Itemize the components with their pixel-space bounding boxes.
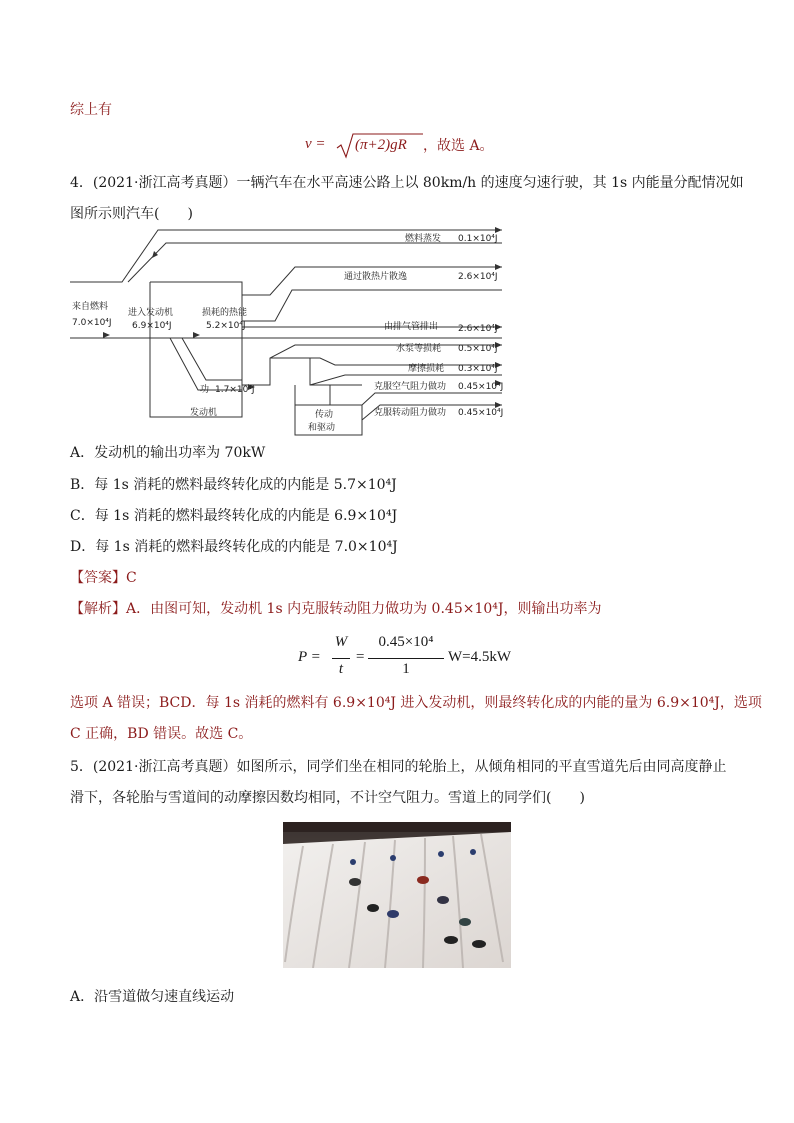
q4-option-b[interactable]: B．每 1s 消耗的燃料最终转化成的内能是 5.7×10⁴J [70, 477, 397, 493]
energy-flow-diagram [70, 225, 520, 437]
q4-stem-line2: 图所示则汽车( ) [70, 206, 193, 222]
heat-loss-label: 损耗的热能 [202, 308, 248, 318]
output-label: 克服空气阻力做功 [374, 382, 447, 392]
conclusion-intro: 综上有 [70, 102, 112, 118]
output-value: 2.6×10⁴J [458, 272, 498, 282]
output-label: 由排气管排出 [384, 322, 439, 332]
output-label: 克服转动阻力做功 [374, 408, 447, 418]
q5-stem-line2: 滑下，各轮胎与雪道间的动摩擦因数均相同，不计空气阻力。雪道上的同学们( ) [70, 790, 585, 806]
analysis-text: A．由图可知，发动机 1s 内克服转动阻力做功为 0.45×10⁴J，则输出功率为 [126, 601, 602, 617]
q4-option-a[interactable]: A．发动机的输出功率为 70kW [70, 445, 266, 461]
output-value: 0.5×10⁴J [458, 344, 498, 354]
q4-option-c[interactable]: C．每 1s 消耗的燃料最终转化成的内能是 6.9×10⁴J [70, 508, 398, 524]
frac1-den: t [338, 661, 344, 677]
output-value: 0.1×10⁴J [458, 234, 498, 244]
frac2-den: 1 [402, 661, 410, 677]
output-label: 燃料蒸发 [405, 234, 442, 244]
output-value: 0.45×10⁴J [458, 382, 504, 392]
output-label: 水泵等损耗 [396, 344, 442, 354]
q4-analysis-line3: C 正确，BD 错误。故选 C。 [70, 726, 253, 742]
work-path [170, 338, 242, 390]
engine-in-value: 6.9×10⁴J [132, 321, 172, 331]
snow-slope-photo [283, 822, 511, 968]
output-label: 通过散热片散逸 [344, 272, 408, 282]
source-value: 7.0×10⁴J [72, 318, 112, 328]
q5-stem-line1: 5．(2021·浙江高考真题）如图所示，同学们坐在相同的轮胎上，从倾角相同的平直雪道先后由同高度静止 [70, 759, 727, 775]
output-value: 2.6×10⁴J [458, 324, 498, 334]
flow-line-rotation [362, 393, 502, 405]
formula-radicand: (π+2)gR [355, 137, 407, 153]
source-label: 来自燃料 [72, 302, 109, 312]
drive-box-label-2: 和驱动 [308, 423, 336, 433]
flow-line-radiator-inner [242, 290, 502, 321]
flow-line-evaporation-inner [128, 243, 502, 282]
q4-option-d[interactable]: D．每 1s 消耗的燃料最终转化成的内能是 7.0×10⁴J [70, 539, 398, 555]
q4-stem-line1: 4．(2021·浙江高考真题）一辆汽车在水平高速公路上以 80km/h 的速度匀速行驶，其 1s 内能量分配情况如 [70, 175, 744, 191]
q4-analysis-line2: 选项 A 错误；BCD．每 1s 消耗的燃料有 6.9×10⁴J 进入发动机，则最终转化成的内能的量为 6.9×10⁴J，选项 [70, 695, 762, 711]
output-label: 摩擦损耗 [408, 364, 445, 374]
answer-tag: 【答案】 [70, 570, 126, 586]
formula-eq: = [355, 649, 366, 665]
power-formula [298, 634, 518, 684]
drive-box-label-1: 传动 [315, 410, 334, 420]
work-value: 1.7×10⁴J [215, 385, 255, 395]
output-value: 0.45×10⁴J [458, 408, 504, 418]
q4-analysis-line1 [70, 598, 602, 620]
analysis-tag: 【解析】 [70, 601, 126, 617]
formula-tail: ，故选 A。 [423, 138, 494, 154]
answer-value: C [126, 570, 137, 586]
formula-lhs: v = [305, 136, 326, 152]
output-value: 0.3×10⁴J [458, 364, 498, 374]
heat-loss-value: 5.2×10⁴J [206, 321, 246, 331]
frac1-bar [332, 658, 350, 659]
frac1-num: W [334, 634, 348, 650]
q4-answer [70, 567, 137, 589]
formula-p: P = [298, 649, 321, 665]
frac2-bar [368, 658, 444, 659]
work-label: 功 [200, 385, 210, 395]
q5-option-a[interactable]: A．沿雪道做匀速直线运动 [70, 989, 235, 1005]
frac2-num: 0.45×10⁴ [378, 634, 434, 650]
engine-box-label: 发动机 [190, 408, 218, 418]
engine-box-outline [150, 338, 242, 417]
engine-in-label: 进入发动机 [128, 308, 174, 318]
formula-result: W=4.5kW [448, 649, 512, 665]
